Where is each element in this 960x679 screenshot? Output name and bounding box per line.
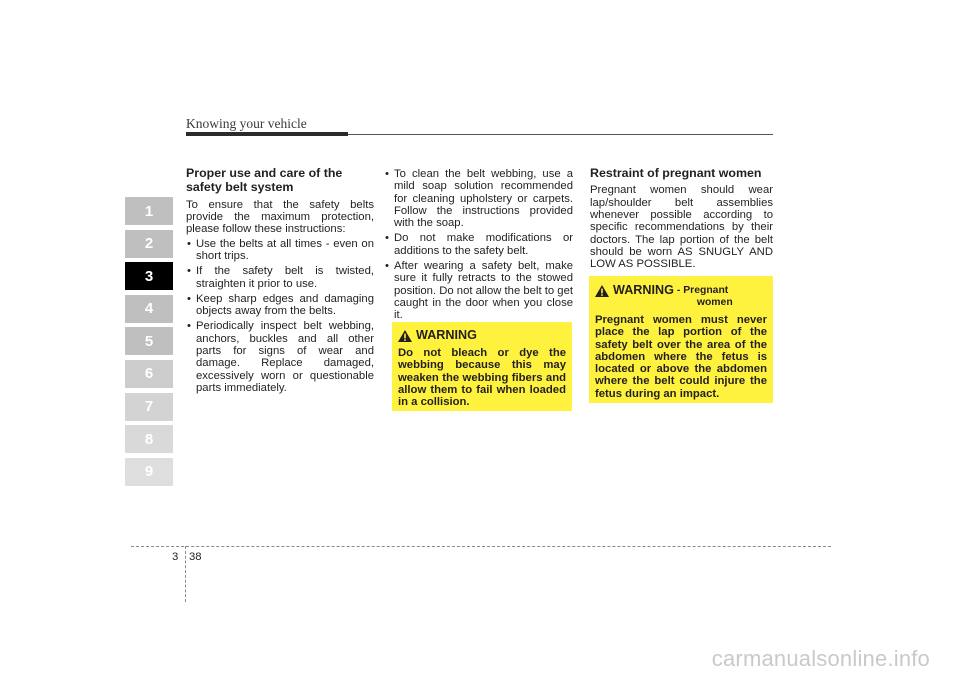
warning-triangle-icon — [595, 285, 609, 297]
chapter-tab-label: 9 — [144, 463, 154, 481]
chapter-tab-label: 7 — [144, 398, 154, 416]
page-chapter-number: 3 — [172, 551, 179, 563]
chapter-tabs — [125, 197, 173, 490]
chapter-tab-9[interactable] — [125, 458, 173, 486]
chapter-tab-8[interactable] — [125, 425, 173, 453]
list-item: • To clean the belt webbing, use a mild soap solution recommended for cleaning upholstery or carpets. Follow the instructions provided with the soap. — [384, 168, 573, 229]
section-title: Proper use and care of the safety belt system — [186, 166, 343, 195]
warning-text: Do not bleach or dye the webbing because this may weaken the webbing fibers and allow them to fail when loaded in a collision. — [398, 347, 566, 409]
chapter-tab-7[interactable] — [125, 393, 173, 421]
watermark: carmanualsonline.info — [711, 646, 930, 671]
warning-triangle-icon — [398, 330, 412, 342]
list-item: • If the safety belt is twisted, straighten it prior to use. — [186, 265, 374, 290]
chapter-tab-6[interactable] — [125, 360, 173, 388]
chapter-tab-label: 5 — [144, 332, 154, 350]
warning-box-pregnant-women — [589, 276, 773, 403]
chapter-tab-label: 3 — [144, 267, 154, 285]
warning-subtitle-line2: women — [696, 297, 733, 308]
warning-subtitle — [677, 285, 733, 309]
section-title: Restraint of pregnant women — [590, 166, 762, 180]
chapter-tab-label: 4 — [144, 300, 154, 318]
warning-box-bleach — [392, 322, 572, 411]
body-paragraph: Pregnant women should wear lap/shoulder belt assemblies whenever possible according to specific recommendations by their doctors. The lap portion of the belt should be worn AS SNUGLY AND LOW AS POSSIBLE. — [590, 184, 773, 271]
column-safety-belt-care — [186, 166, 374, 397]
list-item: • Do not make modifications or additions to the safety belt. — [384, 232, 573, 257]
chapter-tab-5[interactable] — [125, 327, 173, 355]
list-item: • After wearing a safety belt, make sure it fully retracts to the stowed position. Do not allow the belt to get caught in the door when you close it. — [384, 260, 573, 321]
chapter-tab-4[interactable] — [125, 295, 173, 323]
care-instructions-list — [186, 238, 374, 395]
chapter-tab-label: 6 — [144, 365, 154, 383]
footer-rule — [131, 546, 831, 547]
warning-subtitle-line1: - Pregnant — [676, 285, 729, 296]
care-instructions-list-continued — [384, 168, 573, 322]
chapter-tab-2[interactable] — [125, 230, 173, 258]
chapter-tab-label: 1 — [144, 202, 154, 220]
warning-text: Pregnant women must never place the lap portion of the safety belt over the area of the abdomen where the fetus is located or above the abdomen where the belt could injure the fetus during an impact. — [595, 314, 767, 400]
warning-label: WARNING — [416, 328, 477, 342]
page-number: 38 — [189, 551, 202, 563]
header-accent-bar — [186, 132, 348, 136]
column-care-continued — [384, 166, 573, 325]
list-item: • Keep sharp edges and damaging objects away from the belts. — [186, 293, 374, 318]
chapter-tab-3[interactable] — [125, 262, 173, 290]
intro-paragraph: To ensure that the safety belts provide the maximum protection, please follow these instructions: — [186, 198, 374, 236]
column-pregnant-women — [590, 166, 773, 270]
chapter-tab-label: 8 — [144, 430, 154, 448]
list-item: • Periodically inspect belt webbing, anchors, buckles and all other parts for signs of wear and damage. Replace damaged, excessively worn or questionable parts immediately. — [186, 320, 374, 394]
header-rule — [348, 134, 773, 135]
warning-label: WARNING — [613, 283, 674, 297]
chapter-tab-label: 2 — [144, 235, 154, 253]
chapter-tab-1[interactable] — [125, 197, 173, 225]
running-header: Knowing your vehicle — [186, 116, 307, 131]
footer-divider — [185, 546, 186, 602]
list-item: • Use the belts at all times - even on short trips. — [186, 238, 374, 263]
